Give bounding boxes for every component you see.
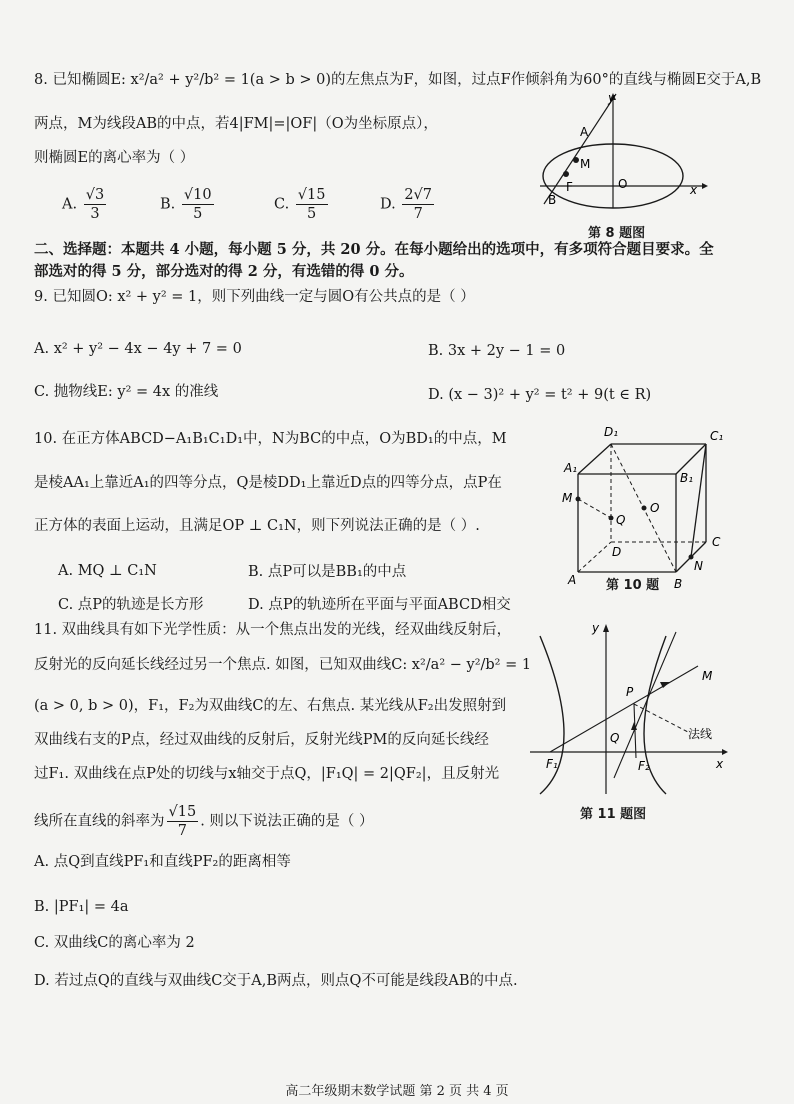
q9-option-d: D. (x − 3)² + y² = t² + 9(t ∈ R) xyxy=(428,387,652,403)
q8-ellipse-figure xyxy=(530,90,710,210)
label-a1: A₁ xyxy=(564,461,578,475)
q9-option-a: A. x² + y² − 4x − 4y + 7 = 0 xyxy=(34,341,242,357)
q11-line3: (a > 0, b > 0)，F₁，F₂为双曲线C的左、右焦点. 某光线从F₂出发照射到 xyxy=(34,698,507,714)
svg-text:Q: Q xyxy=(610,731,620,745)
label-c: C xyxy=(712,535,721,549)
q11-option-c: C. 双曲线C的离心率为 2 xyxy=(34,935,195,951)
q11-figure-caption: 第 11 题图 xyxy=(580,807,647,822)
svg-text:法线: 法线 xyxy=(688,727,713,741)
q8-option-a: A. $\frac{√3}{3}$ xyxy=(62,187,105,222)
q10-line1: 10. 在正方体ABCD−A₁B₁C₁D₁中，N为BC的中点，O为BD₁的中点，M xyxy=(34,431,507,447)
point-f xyxy=(563,171,569,177)
svg-text:x: x xyxy=(716,757,724,771)
label-n: N xyxy=(694,559,703,573)
q10-line2: 是棱AA₁上靠近A₁的四等分点，Q是棱DD₁上靠近D点的四等分点，点P在 xyxy=(34,475,502,491)
q8-option-b: B. $\frac{√10}{5}$ xyxy=(160,187,212,222)
q10-cube-figure xyxy=(556,422,736,592)
label-q: Q xyxy=(616,513,626,527)
q10-option-c: C. 点P的轨迹是长方形 xyxy=(58,597,204,613)
svg-text:y: y xyxy=(592,621,600,635)
label-b: B xyxy=(548,193,557,207)
q11-line4: 双曲线右支的P点，经过双曲线的反射后，反射光线PM的反向延长线经 xyxy=(34,732,489,748)
label-y: y xyxy=(608,91,616,105)
q8-line2: 两点，M为线段AB的中点，若4|FM|=|OF|（O为坐标原点）， xyxy=(34,116,438,132)
label-m: M xyxy=(562,491,573,505)
q8-line3: 则椭圆E的离心率为（ ） xyxy=(34,150,195,166)
q11-option-d: D. 若过点Q的直线与双曲线C交于A,B两点，则点Q不可能是线段AB的中点. xyxy=(34,973,518,989)
q11-line1: 11. 双曲线具有如下光学性质：从一个焦点出发的光线，经双曲线反射后， xyxy=(34,622,512,638)
q11-line6: 线所在直线的斜率为 $\frac{√15}{7}$ . 则以下说法正确的是（ ） xyxy=(34,804,374,839)
label-f: F xyxy=(566,180,573,194)
svg-text:F₁: F₁ xyxy=(546,757,558,771)
q8-option-d: D. $\frac{2√7}{7}$ xyxy=(380,187,433,222)
label-d: D xyxy=(612,545,622,559)
q9-option-b: B. 3x + 2y − 1 = 0 xyxy=(428,343,566,359)
q10-option-b: B. 点P可以是BB₁的中点 xyxy=(248,564,407,580)
q8-option-c: C. $\frac{√15}{5}$ xyxy=(274,187,326,222)
section2-line1: 二、选择题：本题共 4 小题，每小题 5 分，共 20 分。在每小题给出的选项中，有多项符合题目要求。全 xyxy=(34,241,714,258)
page-footer: 高二年级期末数学试题 第 2 页 共 4 页 xyxy=(285,1084,509,1099)
svg-text:P: P xyxy=(626,685,634,699)
q8-figure-caption: 第 8 题图 xyxy=(588,226,646,241)
point-m xyxy=(573,157,579,163)
ray-f1-m xyxy=(550,666,698,752)
q8-line1: 8. 已知椭圆E: x²/a² + y²/b² = 1(a > b > 0)的左焦点为F，如图，过点F作倾斜角为60°的直线与椭圆E交于A,B xyxy=(34,72,762,88)
label-x: x xyxy=(690,183,698,197)
q10-option-a: A. MQ ⊥ C₁N xyxy=(58,563,157,579)
q9-stem: 9. 已知圆O: x² + y² = 1，则下列曲线一定与圆O有公共点的是（ ） xyxy=(34,289,475,305)
q11-line2: 反射光的反向延长线经过另一个焦点. 如图，已知双曲线C: x²/a² − y²/b² = 1 xyxy=(34,657,532,673)
normal-line xyxy=(634,704,688,732)
label-o: O xyxy=(650,501,660,515)
label-c1: C₁ xyxy=(710,429,724,443)
q11-line5: 过F₁. 双曲线在点P处的切线与x轴交于点Q，|F₁Q| = 2|QF₂|，且反射光 xyxy=(34,766,500,782)
label-a: A xyxy=(580,125,589,139)
q10-line3: 正方体的表面上运动，且满足OP ⊥ C₁N，则下列说法正确的是（ ）. xyxy=(34,518,480,534)
label-o: O xyxy=(618,177,628,191)
label-b1: B₁ xyxy=(680,471,694,485)
label-d1: D₁ xyxy=(604,425,619,439)
q10-option-d: D. 点P的轨迹所在平面与平面ABCD相交 xyxy=(248,597,511,613)
tangent-line xyxy=(614,632,676,778)
label-m: M xyxy=(580,157,591,171)
svg-text:F₂: F₂ xyxy=(638,759,650,773)
q9-option-c: C. 抛物线E: y² = 4x 的准线 xyxy=(34,384,219,400)
line-ab xyxy=(544,94,616,204)
label-b: B xyxy=(674,577,683,591)
q11-option-b: B. |PF₁| = 4a xyxy=(34,899,129,915)
svg-text:M: M xyxy=(702,669,713,683)
label-a: A xyxy=(568,573,577,587)
q11-option-a: A. 点Q到直线PF₁和直线PF₂的距离相等 xyxy=(34,854,291,870)
x-axis-arrow xyxy=(702,183,708,189)
section2-line2: 部选对的得 5 分，部分选对的得 2 分，有选错的得 0 分。 xyxy=(34,263,414,280)
q11-hyperbola-figure xyxy=(526,618,732,798)
q10-figure-caption: 第 10 题 xyxy=(606,578,660,593)
